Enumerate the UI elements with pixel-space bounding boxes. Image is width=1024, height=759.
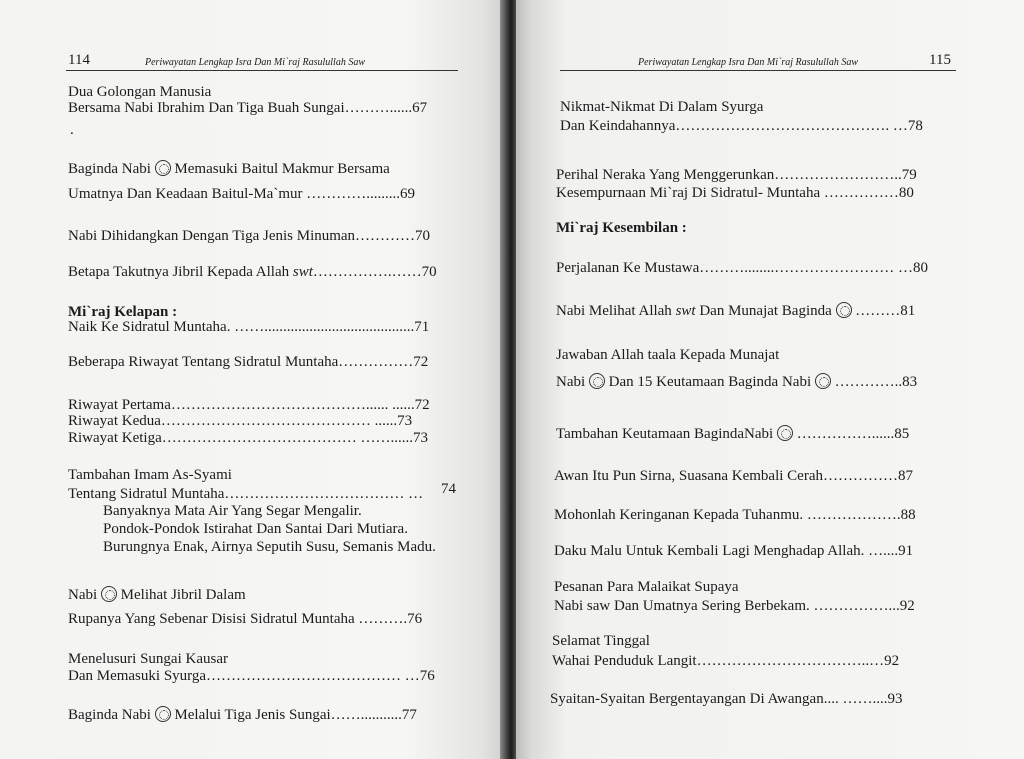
stray-dot: . xyxy=(70,122,74,138)
toc-text: Baginda Nabi xyxy=(68,161,151,177)
toc-entry xyxy=(68,263,437,282)
toc-entry: Riwayat Pertama…………………………………...... ......72 xyxy=(68,397,430,413)
saw-seal-icon xyxy=(101,586,117,602)
toc-text: …………….……70 xyxy=(312,264,437,280)
toc-entry: Syaitan-Syaitan Bergentayangan Di Awangan.... ……....93 xyxy=(550,691,903,707)
header-rule-left xyxy=(66,70,458,71)
toc-text: Memasuki Baitul Makmur Bersama xyxy=(174,161,390,177)
toc-entry: Nabi saw Dan Umatnya Sering Berbekam. ……………...92 xyxy=(554,598,915,614)
page-ref: 74 xyxy=(441,481,456,497)
toc-text: Melalui Tiga Jenis Sungai……...........77 xyxy=(174,707,417,723)
running-header-left: Periwayatan Lengkap Isra Dan Mi`raj Rasulullah Saw xyxy=(145,57,365,68)
toc-entry: Tentang Sidratul Muntaha……………………………… … xyxy=(68,486,424,502)
toc-entry: Beberapa Riwayat Tentang Sidratul Muntaha……………72 xyxy=(68,354,429,370)
toc-entry: Riwayat Ketiga………………………………… ……......73 xyxy=(68,430,428,446)
sub-entry: Banyaknya Mata Air Yang Segar Mengalir. xyxy=(103,503,362,519)
toc-entry xyxy=(556,373,917,392)
toc-entry: Perihal Neraka Yang Menggerunkan……………………..79 xyxy=(556,167,917,183)
toc-entry: Dan Keindahannya……………………………………. …78 xyxy=(560,118,923,134)
toc-entry: Menelusuri Sungai Kausar xyxy=(68,651,228,667)
toc-entry: Riwayat Kedua…………………………………… ......73 xyxy=(68,413,413,429)
toc-entry xyxy=(68,160,390,179)
saw-seal-icon xyxy=(589,373,605,389)
toc-entry: Rupanya Yang Sebenar Disisi Sidratul Muntaha ……….76 xyxy=(68,611,423,627)
toc-entry: Pesanan Para Malaikat Supaya xyxy=(554,579,739,595)
toc-text: Tambahan Keutamaan BagindaNabi xyxy=(556,426,774,442)
toc-text: Betapa Takutnya Jibril Kepada Allah xyxy=(68,264,293,280)
saw-seal-icon xyxy=(155,160,171,176)
left-page xyxy=(0,0,506,759)
toc-text: …………..83 xyxy=(834,374,918,390)
toc-text: Nabi Melihat Allah xyxy=(556,303,676,319)
section-heading: Mi`raj Kesembilan : xyxy=(556,220,687,236)
toc-entry: Dua Golongan Manusia xyxy=(68,84,212,100)
toc-entry: Dan Memasuki Syurga………………………………… …76 xyxy=(68,668,435,684)
toc-entry: Jawaban Allah taala Kepada Munajat xyxy=(556,347,780,363)
toc-entry: Selamat Tinggal xyxy=(552,633,650,649)
toc-text: Nabi xyxy=(68,587,98,603)
page-number-left: 114 xyxy=(68,52,90,68)
toc-text-italic: swt xyxy=(675,303,696,319)
toc-entry: Tambahan Imam As-Syami xyxy=(68,467,232,483)
toc-text: Melihat Jibril Dalam xyxy=(120,587,246,603)
saw-seal-icon xyxy=(815,373,831,389)
saw-seal-icon xyxy=(155,706,171,722)
toc-entry: Perjalanan Ke Mustawa………........…………………… …80 xyxy=(556,260,929,276)
sub-entry: Burungnya Enak, Airnya Seputih Susu, Semanis Madu. xyxy=(103,539,436,555)
toc-entry xyxy=(68,586,246,605)
running-header-right: Periwayatan Lengkap Isra Dan Mi`raj Rasulullah Saw xyxy=(638,57,858,68)
toc-entry: Awan Itu Pun Sirna, Suasana Kembali Cerah……………87 xyxy=(554,468,913,484)
toc-text: Baginda Nabi xyxy=(68,707,151,723)
sub-entry: Pondok-Pondok Istirahat Dan Santai Dari Mutiara. xyxy=(103,521,408,537)
toc-entry: Nikmat-Nikmat Di Dalam Syurga xyxy=(560,99,764,115)
page-number-right: 115 xyxy=(929,52,951,68)
toc-entry: Nabi Dihidangkan Dengan Tiga Jenis Minuman…………70 xyxy=(68,228,431,244)
toc-entry: Umatnya Dan Keadaan Baitul-Ma`mur ………….........69 xyxy=(68,186,415,202)
toc-text: Dan 15 Keutamaan Baginda Nabi xyxy=(608,374,812,390)
toc-entry: Wahai Penduduk Langit……………………………..…92 xyxy=(552,653,900,669)
toc-entry: Daku Malu Untuk Kembali Lagi Menghadap Allah. …....91 xyxy=(554,543,914,559)
toc-entry xyxy=(556,425,909,444)
toc-text: Dan Munajat Baginda xyxy=(695,303,832,319)
toc-entry: Kesempurnaan Mi`raj Di Sidratul- Muntaha ……………80 xyxy=(556,185,914,201)
toc-entry: Bersama Nabi Ibrahim Dan Tiga Buah Sungai………......67 xyxy=(68,100,428,116)
toc-text-italic: swt xyxy=(292,264,313,280)
toc-text: ………81 xyxy=(855,303,916,319)
toc-entry xyxy=(556,302,915,321)
toc-entry xyxy=(68,706,417,725)
section-heading: Mi`raj Kelapan : xyxy=(68,304,178,320)
saw-seal-icon xyxy=(777,425,793,441)
toc-entry: Naik Ke Sidratul Muntaha. ……........................................71 xyxy=(68,319,430,335)
toc-text: ……………......85 xyxy=(796,426,910,442)
toc-entry: Mohonlah Keringanan Kepada Tuhanmu. ……………….88 xyxy=(554,507,916,523)
right-page xyxy=(516,0,1024,759)
toc-text: Nabi xyxy=(556,374,586,390)
header-rule-right xyxy=(560,70,956,71)
saw-seal-icon xyxy=(836,302,852,318)
